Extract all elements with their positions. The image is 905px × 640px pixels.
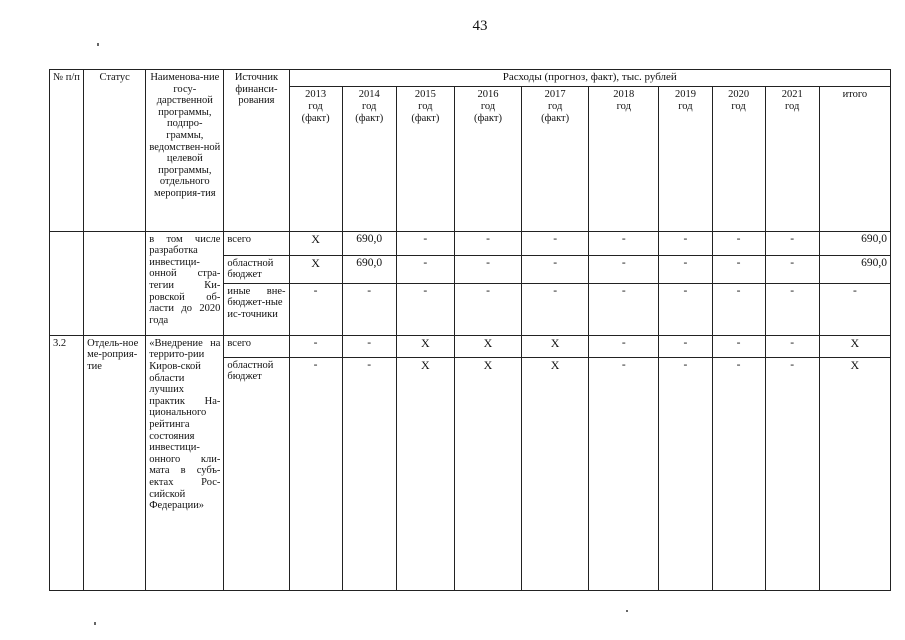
source-cell: всего [224,231,289,255]
header-total: итого [819,86,890,231]
total-cell: - [819,283,890,335]
value-cell: - [454,255,521,283]
value-cell: - [289,357,342,590]
value-cell: - [765,231,819,255]
section-b-name: «Внедрение на террито-рии Киров-ской области лучших практик На-ционального рейтинга состояния инвестици-онного кли-мата в субъ-ектах Рос-сийской Федерации» [146,335,224,590]
year-2019-header: 2019 год [659,86,712,231]
value-cell: - [765,255,819,283]
value-cell: - [589,283,659,335]
year-2017-header: 2017 год (факт) [522,86,589,231]
value-cell: - [765,335,819,357]
table-row [50,231,891,255]
value-cell: - [522,231,589,255]
value-cell: - [454,231,521,255]
total-cell: 690,0 [819,255,890,283]
total-cell: Х [819,357,890,590]
year-2013-header: 2013 год (факт) [289,86,342,231]
page-number: 43 [472,18,488,34]
scan-speck [626,610,628,612]
total-cell: Х [819,335,890,357]
value-cell: - [396,255,454,283]
source-cell: областной бюджет [224,357,289,590]
scan-speck [94,622,96,625]
value-cell: Х [522,357,589,590]
section-b-num: 3.2 [50,335,84,590]
value-cell: - [712,255,765,283]
value-cell: - [712,335,765,357]
source-cell: всего [224,335,289,357]
year-2021-header: 2021 год [765,86,819,231]
table-row [50,335,891,357]
value-cell: Х [289,231,342,255]
value-cell: - [712,283,765,335]
value-cell: - [289,335,342,357]
value-cell: - [589,231,659,255]
value-cell: Х [454,357,521,590]
section-a-status [84,231,146,335]
header-name: Наименова-ние госу-дарственной программы, подпро-граммы, ведомствен-ной целевой программы, отдельного мероприя-тия [146,70,224,232]
header-num: № п/п [50,70,84,232]
value-cell: - [589,335,659,357]
value-cell: - [396,283,454,335]
value-cell: - [522,255,589,283]
value-cell: - [659,357,712,590]
section-b-status: Отдель-ное ме-роприя-тие [84,335,146,590]
source-cell: иные вне-бюджет-ные ис-точники [224,283,289,335]
value-cell: - [342,335,396,357]
value-cell: Х [396,335,454,357]
value-cell: - [765,357,819,590]
value-cell: - [712,357,765,590]
total-cell: 690,0 [819,231,890,255]
scan-speck [97,43,99,46]
value-cell: - [712,231,765,255]
value-cell: Х [396,357,454,590]
header-expenses: Расходы (прогноз, факт), тыс. рублей [289,70,890,87]
value-cell: - [396,231,454,255]
value-cell: - [659,283,712,335]
year-2014-header: 2014 год (факт) [342,86,396,231]
value-cell: - [289,283,342,335]
year-2020-header: 2020 год [712,86,765,231]
value-cell: - [659,335,712,357]
value-cell: 690,0 [342,255,396,283]
value-cell: Х [522,335,589,357]
value-cell: - [659,231,712,255]
year-2015-header: 2015 год (факт) [396,86,454,231]
value-cell: 690,0 [342,231,396,255]
budget-table [49,69,891,591]
value-cell: - [589,357,659,590]
header-source: Источник финанси-рования [224,70,289,232]
value-cell: Х [454,335,521,357]
value-cell: - [454,283,521,335]
section-a-name: в том числе разработка инвестици-онной стра-тегии Ки-ровской об-ласти до 2020 года [146,231,224,335]
value-cell: - [765,283,819,335]
value-cell: - [659,255,712,283]
section-a-num [50,231,84,335]
year-2016-header: 2016 год (факт) [454,86,521,231]
source-cell: областной бюджет [224,255,289,283]
value-cell: - [589,255,659,283]
value-cell: Х [289,255,342,283]
value-cell: - [342,357,396,590]
year-2018-header: 2018 год [589,86,659,231]
value-cell: - [522,283,589,335]
value-cell: - [342,283,396,335]
header-status: Статус [84,70,146,232]
